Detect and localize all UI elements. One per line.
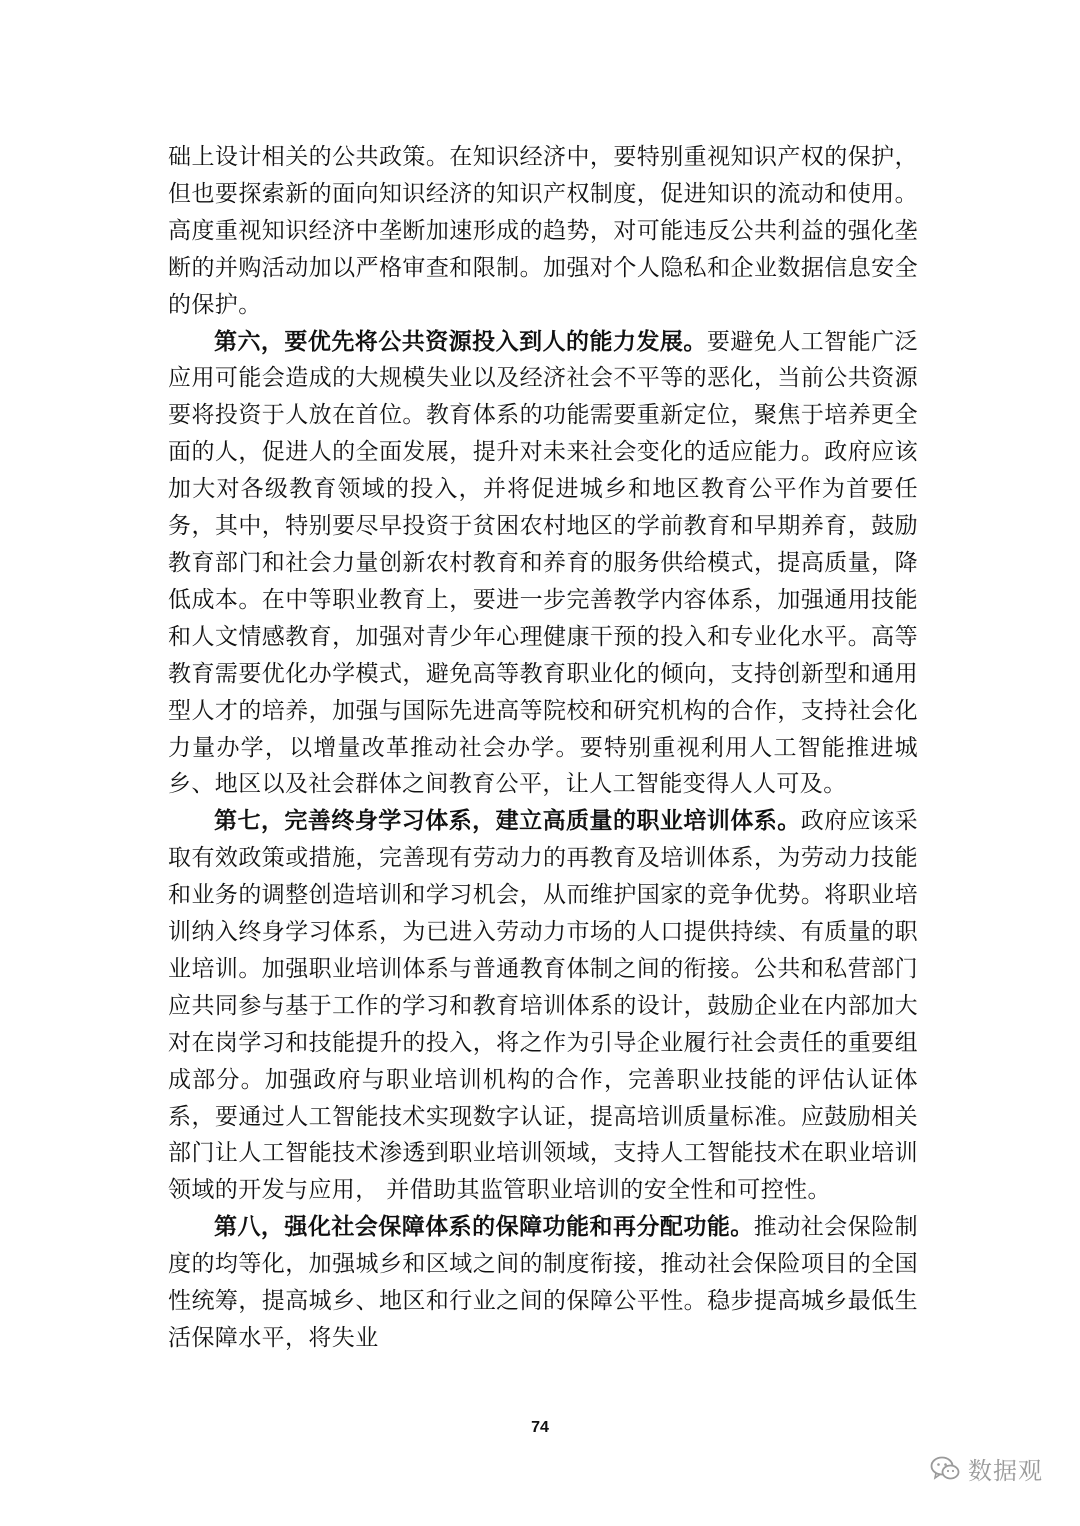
watermark (930, 1451, 1043, 1486)
wechat-icon (930, 1455, 960, 1483)
paragraph-4 (168, 1209, 918, 1357)
paragraph-1 (168, 139, 918, 324)
paragraph-1-text: 础上设计相关的公共政策。在知识经济中，要特别重视知识产权的保护，但也要探索新的面向知识经济的知识产权制度，促进知识的流动和使用。高度重视知识经济中垄断加速形成的趋势，对可能违反公共利益的强化垄断的并购活动加以严格审查和限制。加强对个人隐私和企业数据信息安全的保护。 (168, 144, 918, 318)
watermark-text: 数据观 (968, 1457, 1043, 1485)
page-number: 74 (531, 1419, 549, 1436)
document-body (168, 139, 918, 1357)
paragraph-3-heading: 第七，完善终身学习体系，建立高质量的职业培训体系。 (214, 807, 801, 835)
paragraph-3 (168, 803, 918, 1209)
paragraph-2-text: 要避免人工智能广泛应用可能会造成的大规模失业以及经济社会不平等的恶化，当前公共资源要将投资于人放在首位。教育体系的功能需要重新定位，聚焦于培养更全面的人，促进人的全面发展，提升对未来社会变化的适应能力。政府应该加大对各级教育领域的投入，并将促进城乡和地区教育公平作为首要任务，其中，特别要尽早投资于贫困农村地区的学前教育和早期养育，鼓励教育部门和社会力量创新农村教育和养育的服务供给模式，提高质量，降低成本。在中等职业教育上，要进一步完善教学内容体系，加强通用技能和人文情感教育，加强对青少年心理健康干预的投入和专业化水平。高等教育需要优化办学模式，避免高等教育职业化的倾向，支持创新型和通用型人才的培养，加强与国际先进高等院校和研究机构的合作，支持社会化力量办学，以增量改革推动社会办学。要特别重视利用人工智能推进城乡、地区以及社会群体之间教育公平，让人工智能变得人人可及。 (168, 328, 918, 798)
paragraph-4-text: 推动社会保险制度的均等化，加强城乡和区域之间的制度衔接，推动社会保险项目的全国性统筹，提高城乡、地区和行业之间的保障公平性。稳步提高城乡最低生活保障水平，将失业 (168, 1214, 918, 1351)
paragraph-3-text: 政府应该采取有效政策或措施，完善现有劳动力的再教育及培训体系，为劳动力技能和业务的调整创造培训和学习机会，从而维护国家的竞争优势。将职业培训纳入终身学习体系，为已进入劳动力市场的人口提供持续、有质量的职业培训。加强职业培训体系与普通教育体制之间的衔接。公共和私营部门应共同参与基于工作的学习和教育培训体系的设计，鼓励企业在内部加大对在岗学习和技能提升的投入，将之作为引导企业履行社会责任的重要组成部分。加强政府与职业培训机构的合作，完善职业技能的评估认证体系，要通过人工智能技术实现数字认证，提高培训质量标准。应鼓励相关部门让人工智能技术渗透到职业培训领域，支持人工智能技术在职业培训领域的开发与应用， 并借助其监管职业培训的安全性和可控性。 (168, 808, 919, 1204)
paragraph-2 (168, 324, 918, 804)
paragraph-2-heading: 第六，要优先将公共资源投入到人的能力发展。 (214, 327, 707, 355)
paragraph-4-heading: 第八，强化社会保障体系的保障功能和再分配功能。 (214, 1213, 754, 1241)
